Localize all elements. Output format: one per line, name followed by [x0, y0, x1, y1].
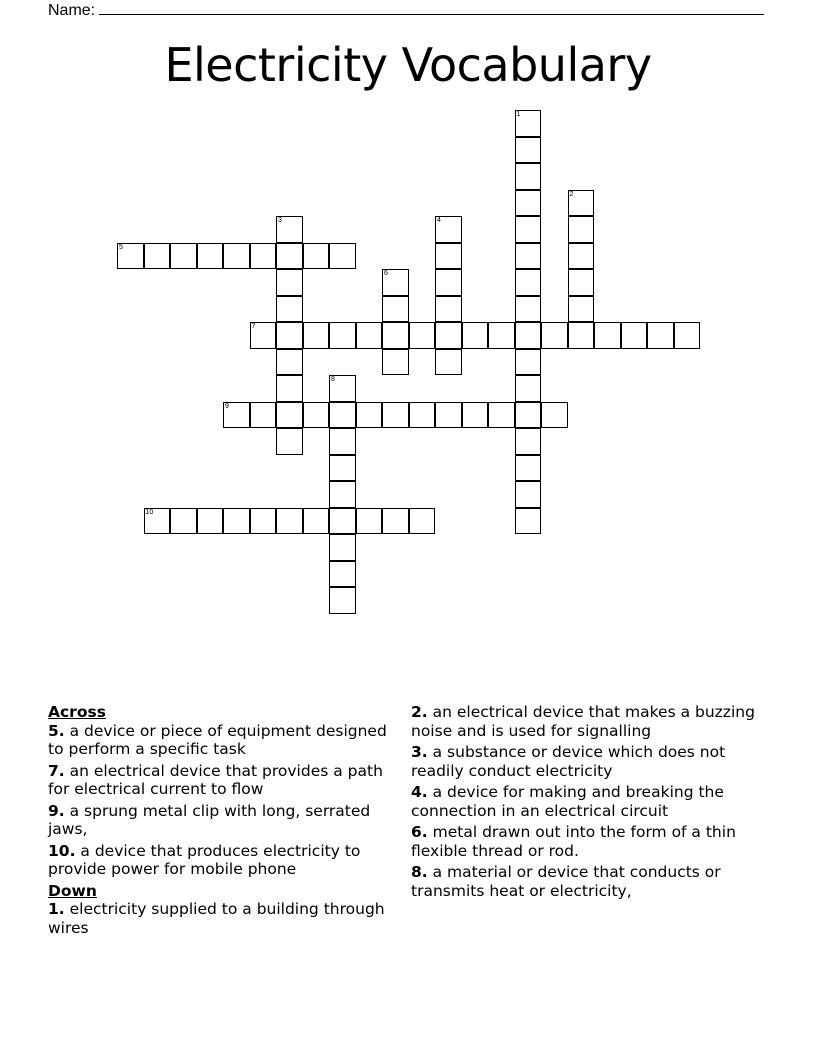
crossword-cell[interactable] [435, 216, 462, 243]
crossword-cell[interactable] [250, 243, 277, 270]
crossword-cell[interactable] [594, 322, 621, 349]
crossword-cell[interactable] [435, 322, 462, 349]
crossword-cell[interactable] [329, 428, 356, 455]
crossword-cell[interactable] [515, 322, 542, 349]
clue-text: a substance or device which does not readily conduct electricity [411, 743, 726, 780]
clues-left-column [48, 703, 403, 940]
clue-text: a device or piece of equipment designed to perform a specific task [48, 721, 387, 758]
clue-number: 10. [48, 841, 76, 860]
crossword-cell[interactable] [356, 322, 383, 349]
clue-item [411, 703, 756, 740]
crossword-cell[interactable] [382, 296, 409, 323]
crossword-cell[interactable] [356, 402, 383, 429]
clue-text: an electrical device that makes a buzzing noise and is used for signalling [411, 703, 755, 740]
clue-item [48, 762, 403, 799]
crossword-cell[interactable] [170, 243, 197, 270]
crossword-cell[interactable] [515, 190, 542, 217]
crossword-cell[interactable] [329, 402, 356, 429]
across-heading: Across [48, 703, 106, 721]
crossword-cell[interactable] [515, 455, 542, 482]
crossword-cell[interactable] [329, 481, 356, 508]
crossword-cell[interactable] [329, 534, 356, 561]
crossword-cell[interactable] [515, 508, 542, 535]
clue-number-label: 3 [278, 217, 282, 224]
clue-number: 7. [48, 761, 65, 780]
crossword-cell[interactable] [223, 402, 250, 429]
crossword-cell[interactable] [462, 402, 489, 429]
crossword-cell[interactable] [250, 402, 277, 429]
crossword-cell[interactable] [329, 243, 356, 270]
crossword-cell[interactable] [197, 508, 224, 535]
clue-number: 2. [411, 703, 428, 721]
clue-number: 8. [411, 863, 428, 881]
clue-text: metal drawn out into the form of a thin flexible thread or rod. [411, 823, 736, 860]
clue-number: 1. [48, 900, 65, 918]
crossword-cell[interactable] [329, 561, 356, 588]
clue-number: 3. [411, 743, 428, 761]
crossword-cell[interactable] [515, 243, 542, 270]
clues-right-column [411, 703, 756, 903]
crossword-cell[interactable] [409, 402, 436, 429]
crossword-cell[interactable] [409, 322, 436, 349]
crossword-cell[interactable] [276, 375, 303, 402]
clue-number: 5. [48, 721, 65, 740]
down-heading: Down [48, 881, 97, 900]
clue-item [411, 863, 756, 900]
crossword-cell[interactable] [515, 137, 542, 164]
crossword-cell[interactable] [197, 243, 224, 270]
crossword-cell[interactable] [170, 508, 197, 535]
crossword-cell[interactable] [303, 402, 330, 429]
clue-text: a sprung metal clip with long, serrated jaws, [48, 801, 371, 838]
crossword-cell[interactable] [276, 402, 303, 429]
crossword-cell[interactable] [329, 587, 356, 614]
crossword-cell[interactable] [435, 349, 462, 376]
crossword-cell[interactable] [382, 269, 409, 296]
crossword-cell[interactable] [329, 375, 356, 402]
crossword-cell[interactable] [674, 322, 701, 349]
crossword-cell[interactable] [621, 322, 648, 349]
crossword-cell[interactable] [568, 322, 595, 349]
crossword-cell[interactable] [329, 455, 356, 482]
crossword-cell[interactable] [515, 349, 542, 376]
crossword-cell[interactable] [250, 322, 277, 349]
crossword-cell[interactable] [541, 402, 568, 429]
crossword-cell[interactable] [276, 428, 303, 455]
crossword-cell[interactable] [329, 322, 356, 349]
crossword-cell[interactable] [568, 243, 595, 270]
name-label: Name: [48, 2, 96, 19]
clue-number-label: 2 [569, 190, 574, 198]
clue-number: 4. [411, 783, 428, 801]
crossword-cell[interactable] [276, 216, 303, 243]
crossword-cell[interactable] [356, 508, 383, 535]
crossword-cell[interactable] [117, 243, 144, 270]
clue-item [48, 722, 403, 759]
clue-number-label: 7 [251, 323, 256, 330]
crossword-cell[interactable] [144, 243, 171, 270]
crossword-cell[interactable] [303, 508, 330, 535]
crossword-cell[interactable] [515, 216, 542, 243]
clue-number-label: 6 [384, 270, 388, 277]
clue-number-label: 1 [516, 111, 521, 118]
crossword-cell[interactable] [276, 296, 303, 323]
crossword-cell[interactable] [435, 269, 462, 296]
crossword-cell[interactable] [223, 243, 250, 270]
crossword-cell[interactable] [462, 322, 489, 349]
clue-item [411, 823, 756, 860]
clue-text: a material or device that conducts or transmits heat or electricity, [411, 863, 721, 900]
crossword-cell[interactable] [382, 349, 409, 376]
crossword-cell[interactable] [329, 508, 356, 535]
crossword-cell[interactable] [488, 402, 515, 429]
crossword-cell[interactable] [515, 428, 542, 455]
crossword-cell[interactable] [382, 508, 409, 535]
clue-number: 6. [411, 823, 428, 841]
clue-number-label: 5 [119, 243, 123, 251]
crossword-cell[interactable] [488, 322, 515, 349]
clue-text: electricity supplied to a building through wires [48, 900, 385, 937]
crossword-cell[interactable] [568, 296, 595, 323]
crossword-cell[interactable] [250, 508, 277, 535]
crossword-cell[interactable] [435, 296, 462, 323]
crossword-cell[interactable] [303, 243, 330, 270]
crossword-cell[interactable] [382, 402, 409, 429]
clue-number: 9. [48, 801, 65, 820]
crossword-cell[interactable] [541, 322, 568, 349]
crossword-cell[interactable] [435, 243, 462, 270]
crossword-cell[interactable] [276, 322, 303, 349]
crossword-cell[interactable] [382, 322, 409, 349]
crossword-cell[interactable] [276, 349, 303, 376]
clue-number-label: 4 [437, 217, 441, 224]
crossword-cell[interactable] [515, 375, 542, 402]
crossword-cell[interactable] [435, 402, 462, 429]
clue-item [48, 900, 403, 937]
crossword-cell[interactable] [144, 508, 171, 535]
crossword-cell[interactable] [223, 508, 250, 535]
page-title: Electricity Vocabulary [164, 38, 652, 92]
crossword-cell[interactable] [647, 322, 674, 349]
crossword-cell[interactable] [515, 402, 542, 429]
crossword-cell[interactable] [515, 296, 542, 323]
clue-item [48, 842, 403, 879]
crossword-cell[interactable] [515, 110, 542, 137]
clue-text: a device for making and breaking the connection in an electrical circuit [411, 783, 724, 820]
crossword-cell[interactable] [276, 508, 303, 535]
clue-item [48, 802, 403, 839]
crossword-cell[interactable] [568, 216, 595, 243]
crossword-cell[interactable] [303, 322, 330, 349]
clue-item [411, 783, 756, 820]
clue-item [411, 743, 756, 780]
crossword-cell[interactable] [515, 163, 542, 190]
clue-text: a device that produces electricity to provide power for mobile phone [48, 841, 361, 878]
crossword-cell[interactable] [515, 481, 542, 508]
crossword-cell[interactable] [276, 243, 303, 270]
crossword-cell[interactable] [568, 269, 595, 296]
clue-number-label: 9 [225, 402, 229, 410]
crossword-cell[interactable] [515, 269, 542, 296]
clue-number-label: 8 [331, 376, 335, 383]
crossword-cell[interactable] [276, 269, 303, 296]
crossword-cell[interactable] [568, 190, 595, 217]
clue-text: an electrical device that provides a path for electrical current to flow [48, 761, 383, 798]
crossword-cell[interactable] [409, 508, 436, 535]
clue-number-label: 10 [145, 508, 154, 516]
